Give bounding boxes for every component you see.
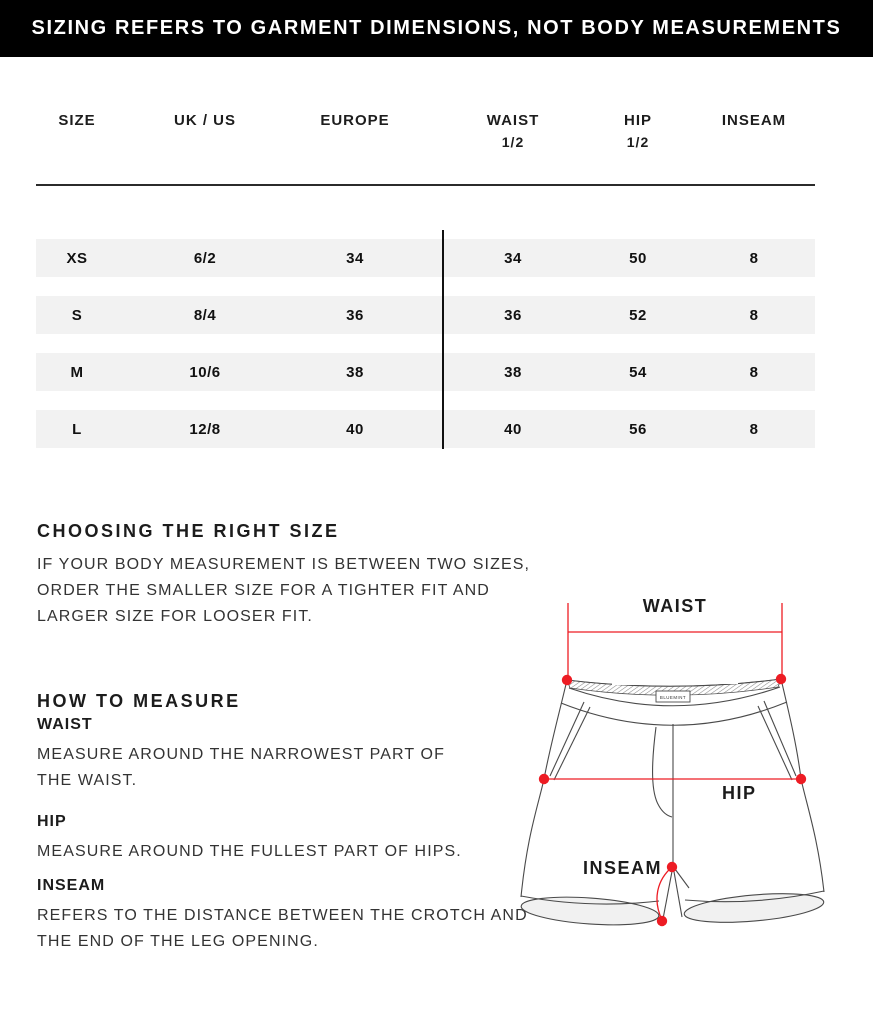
left-outer-seam xyxy=(521,680,567,897)
column-header-size: SIZE xyxy=(58,112,96,129)
cell-size: S xyxy=(71,306,83,324)
table-divider-line xyxy=(442,230,444,449)
waist-left-dot xyxy=(562,675,572,685)
cell-uk-us: 12/8 xyxy=(189,420,221,438)
column-header-uk-us: UK / US xyxy=(173,112,236,129)
cell-europe: 36 xyxy=(346,306,364,324)
left-leg-opening xyxy=(520,893,659,929)
cell-size: L xyxy=(72,420,82,438)
fly-stitch xyxy=(653,727,672,817)
cell-hip: 56 xyxy=(629,420,647,438)
cell-hip: 52 xyxy=(629,306,647,324)
brand-label-text: BLUEMINT xyxy=(659,695,687,700)
brand-label xyxy=(656,691,690,702)
column-header-inseam: INSEAM xyxy=(721,112,787,129)
inseam-bottom-dot xyxy=(657,916,667,926)
size-table-header xyxy=(36,111,815,152)
hip-subheading: HIP xyxy=(37,813,67,830)
right-pocket-line xyxy=(758,706,792,780)
inseam-description xyxy=(37,903,528,955)
cell-waist: 34 xyxy=(504,249,522,267)
table-row-xs xyxy=(36,239,815,277)
cell-inseam: 8 xyxy=(749,306,759,324)
cell-inseam: 8 xyxy=(749,249,759,267)
column-header-waist: WAIST 1/2 xyxy=(443,111,583,152)
cell-uk-us: 10/6 xyxy=(189,363,221,381)
drawcord-slit xyxy=(714,680,738,684)
text-line: MEASURE AROUND THE FULLEST PART OF HIPS. xyxy=(37,843,462,860)
right-pocket-line xyxy=(764,701,796,776)
cell-europe: 34 xyxy=(346,249,364,267)
cell-inseam: 8 xyxy=(749,420,759,438)
cell-size: M xyxy=(70,363,84,381)
hip-description xyxy=(37,839,462,865)
waist-right-dot xyxy=(776,674,786,684)
table-row-l xyxy=(36,410,815,448)
cell-inseam: 8 xyxy=(749,363,759,381)
diagram-hip-label: HIP xyxy=(722,783,757,803)
cell-uk-us: 8/4 xyxy=(193,306,217,324)
cell-europe: 38 xyxy=(346,363,364,381)
left-pocket-line xyxy=(550,702,584,776)
choosing-size-title: CHOOSING THE RIGHT SIZE xyxy=(37,520,340,541)
hip-right-dot xyxy=(796,774,806,784)
text-line: MEASURE AROUND THE NARROWEST PART OF xyxy=(37,746,445,763)
column-header-waist-sub: 1/2 xyxy=(501,134,525,150)
cell-waist: 38 xyxy=(504,363,522,381)
left-inner-seam xyxy=(663,866,673,919)
shorts-diagram xyxy=(500,575,850,945)
leg-openings xyxy=(520,889,825,929)
right-inner-seam xyxy=(673,866,682,917)
hip-left-dot xyxy=(539,774,549,784)
diagram-inseam-label: INSEAM xyxy=(583,858,663,878)
cell-waist: 40 xyxy=(504,420,522,438)
cell-waist: 36 xyxy=(504,306,522,324)
text-line: ORDER THE SMALLER SIZE FOR A TIGHTER FIT AND xyxy=(37,582,490,599)
cell-uk-us: 6/2 xyxy=(193,249,217,267)
inseam-top-dot xyxy=(667,862,677,872)
right-outer-seam xyxy=(781,679,824,892)
top-banner xyxy=(0,0,873,57)
column-header-europe: EUROPE xyxy=(320,112,390,129)
crotch-seam-detail xyxy=(675,869,689,888)
text-line: THE END OF THE LEG OPENING. xyxy=(37,933,319,950)
column-header-hip-sub: 1/2 xyxy=(626,134,650,150)
cell-size: XS xyxy=(66,249,88,267)
text-line: IF YOUR BODY MEASUREMENT IS BETWEEN TWO SIZES, xyxy=(37,556,531,573)
cell-europe: 40 xyxy=(346,420,364,438)
diagram-waist-label: WAIST xyxy=(642,596,708,616)
cell-hip: 50 xyxy=(629,249,647,267)
table-row-m xyxy=(36,353,815,391)
table-header-rule xyxy=(36,184,815,186)
left-pocket-line xyxy=(554,707,590,780)
text-line: THE WAIST. xyxy=(37,772,138,789)
column-header-hip: HIP 1/2 xyxy=(583,111,693,152)
table-row-s xyxy=(36,296,815,334)
waist-description xyxy=(37,742,445,794)
cell-hip: 54 xyxy=(629,363,647,381)
inseam-subheading: INSEAM xyxy=(37,877,106,894)
waist-subheading: WAIST xyxy=(37,716,93,733)
choosing-size-text xyxy=(37,552,530,630)
text-line: LARGER SIZE FOR LOOSER FIT. xyxy=(37,608,313,625)
shorts-outline xyxy=(521,679,824,919)
banner-text: SIZING REFERS TO GARMENT DIMENSIONS, NOT BODY MEASUREMENTS xyxy=(31,17,842,39)
drawcord-slit xyxy=(612,681,644,685)
how-to-measure-title: HOW TO MEASURE xyxy=(37,690,241,711)
text-line: REFERS TO THE DISTANCE BETWEEN THE CROTCH AND xyxy=(37,907,528,924)
